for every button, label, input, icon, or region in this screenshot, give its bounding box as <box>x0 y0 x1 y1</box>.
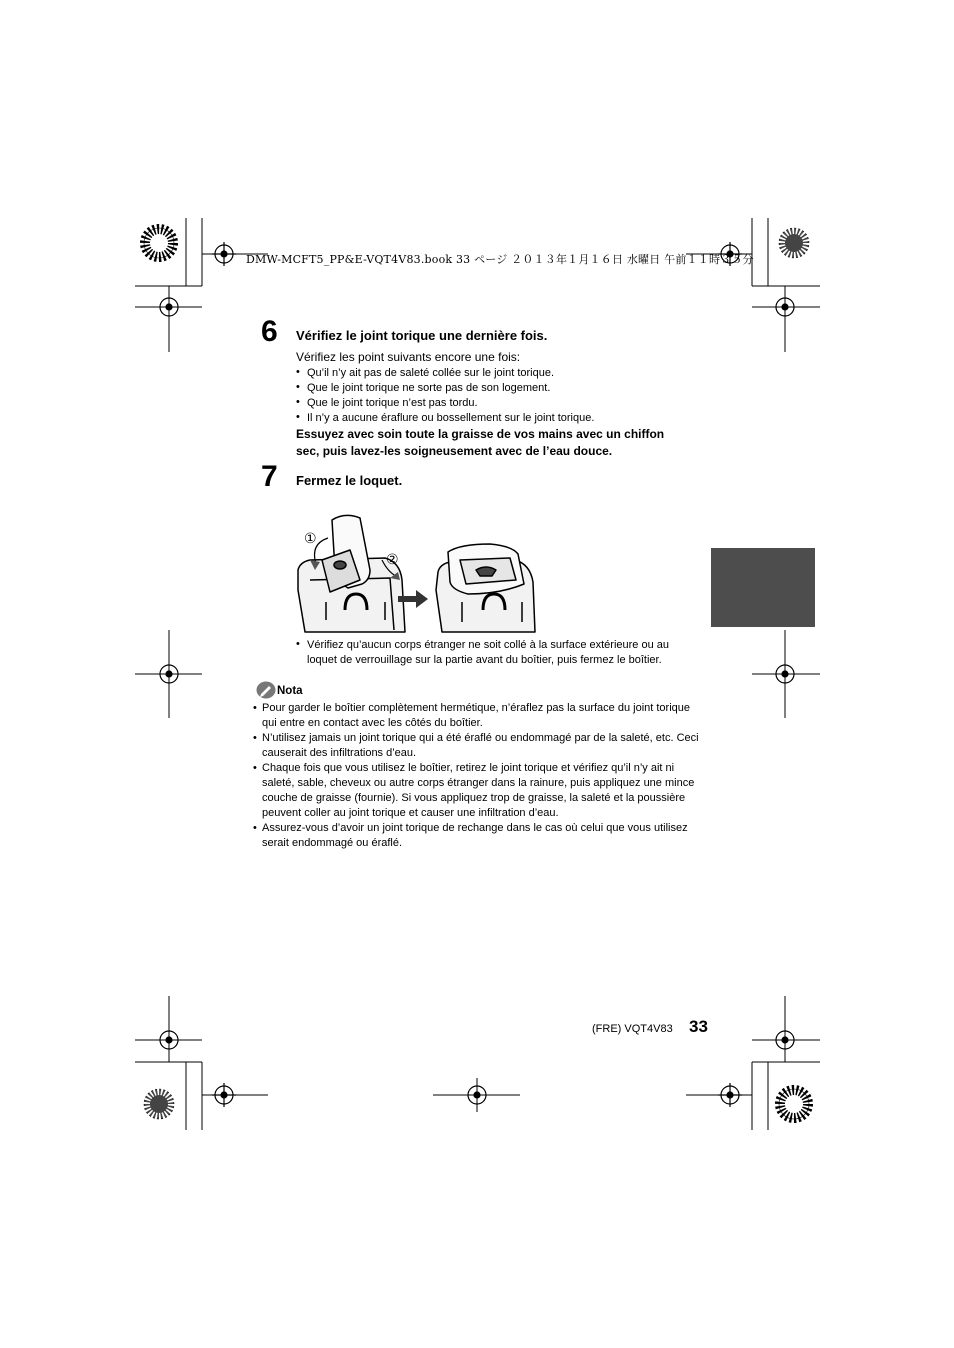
step-6-number: 6 <box>261 315 278 348</box>
page-number: 33 <box>689 1017 708 1036</box>
list-item-text: Assurez-vous d’avoir un joint torique de rechange dans le cas où celui que vous utilisez serait endommagé ou éraflé. <box>262 822 688 849</box>
list-item-text: Que le joint torique ne sorte pas de son logement. <box>307 382 551 394</box>
book-header-line: DMW-MCFT5_PP&E-VQT4V83.book 33 ページ ２０１３年１月１６日 水曜日 午前１１時３５分 <box>246 253 754 266</box>
step-6-warning <box>296 426 716 460</box>
list-item: • Assurez-vous d’avoir un joint torique de rechange dans le cas où celui que vous utilisez serait endommagé ou éraflé. <box>253 821 703 851</box>
list-item: • N’utilisez jamais un joint torique qui a été éraflé ou endommagé par de la saleté, etc. Ceci causerait des infiltrations d’eau. <box>253 731 703 761</box>
list-item: • Pour garder le boîtier complètement hermétique, n’éraflez pas la surface du joint torique qui entre en contact avec les côtés du boîtier. <box>253 701 703 731</box>
pencil-icon <box>256 681 276 699</box>
list-item-text: Que le joint torique n’est pas tordu. <box>307 397 478 409</box>
latch-closing-illustration <box>290 510 550 635</box>
list-item-text: Chaque fois que vous utilisez le boîtier, retirez le joint torique et vérifiez qu’il n’y ait ni saleté, sable, cheveux ou autre corps étranger dans la rainure, puis appliquez une mince couche de graisse (fournie). Si vous appliquez trop de graisse, la saleté et la poussière peuvent coller au joint torique et causer une infiltration d’eau. <box>262 762 695 819</box>
step-7-note-line-2: loquet de verrouillage sur la partie avant du boîtier, puis fermez le boîtier. <box>307 654 662 666</box>
step-6-title: Vérifiez le joint torique une dernière fois. <box>296 328 548 343</box>
page-code: (FRE) VQT4V83 <box>592 1023 673 1035</box>
step-6-warning-line-2: sec, puis lavez-les soigneusement avec de l’eau douce. <box>296 444 613 458</box>
list-item-text: Pour garder le boîtier complètement hermétique, n’éraflez pas la surface du joint torique qui entre en contact avec les côtés du boîtier. <box>262 702 691 729</box>
step-7-note-line-1: Vérifiez qu’aucun corps étranger ne soit collé à la surface extérieure ou au <box>307 639 669 651</box>
list-item: • Chaque fois que vous utilisez le boîtier, retirez le joint torique et vérifiez qu’il n’y ait ni saleté, sable, cheveux ou autre corps étranger dans la rainure, puis appliquez une mince couche de graisse (fournie). Si vous appliquez trop de graisse, la saleté et la poussière peuvent coller au joint torique et causer une infiltration d’eau. <box>253 761 703 821</box>
figure-label-2: ② <box>386 552 399 568</box>
nota-title: Nota <box>277 685 303 697</box>
list-item-text: Il n’y a aucune éraflure ou bossellement sur le joint torique. <box>307 412 595 424</box>
step-6-warning-line-1: Essuyez avec soin toute la graisse de vos mains avec un chiffon <box>296 427 665 441</box>
step-7-title: Fermez le loquet. <box>296 473 403 488</box>
figure-label-1: ① <box>304 531 317 547</box>
list-item-text: Qu’il n’y ait pas de saleté collée sur le joint torique. <box>307 367 555 379</box>
step-6-intro: Vérifiez les point suivants encore une fois: <box>296 350 521 364</box>
side-tab <box>711 548 815 627</box>
list-item-text: N’utilisez jamais un joint torique qui a été éraflé ou endommagé par de la saleté, etc. Ceci causerait des infiltrations d’eau. <box>262 732 699 759</box>
step-7-number: 7 <box>261 460 278 493</box>
